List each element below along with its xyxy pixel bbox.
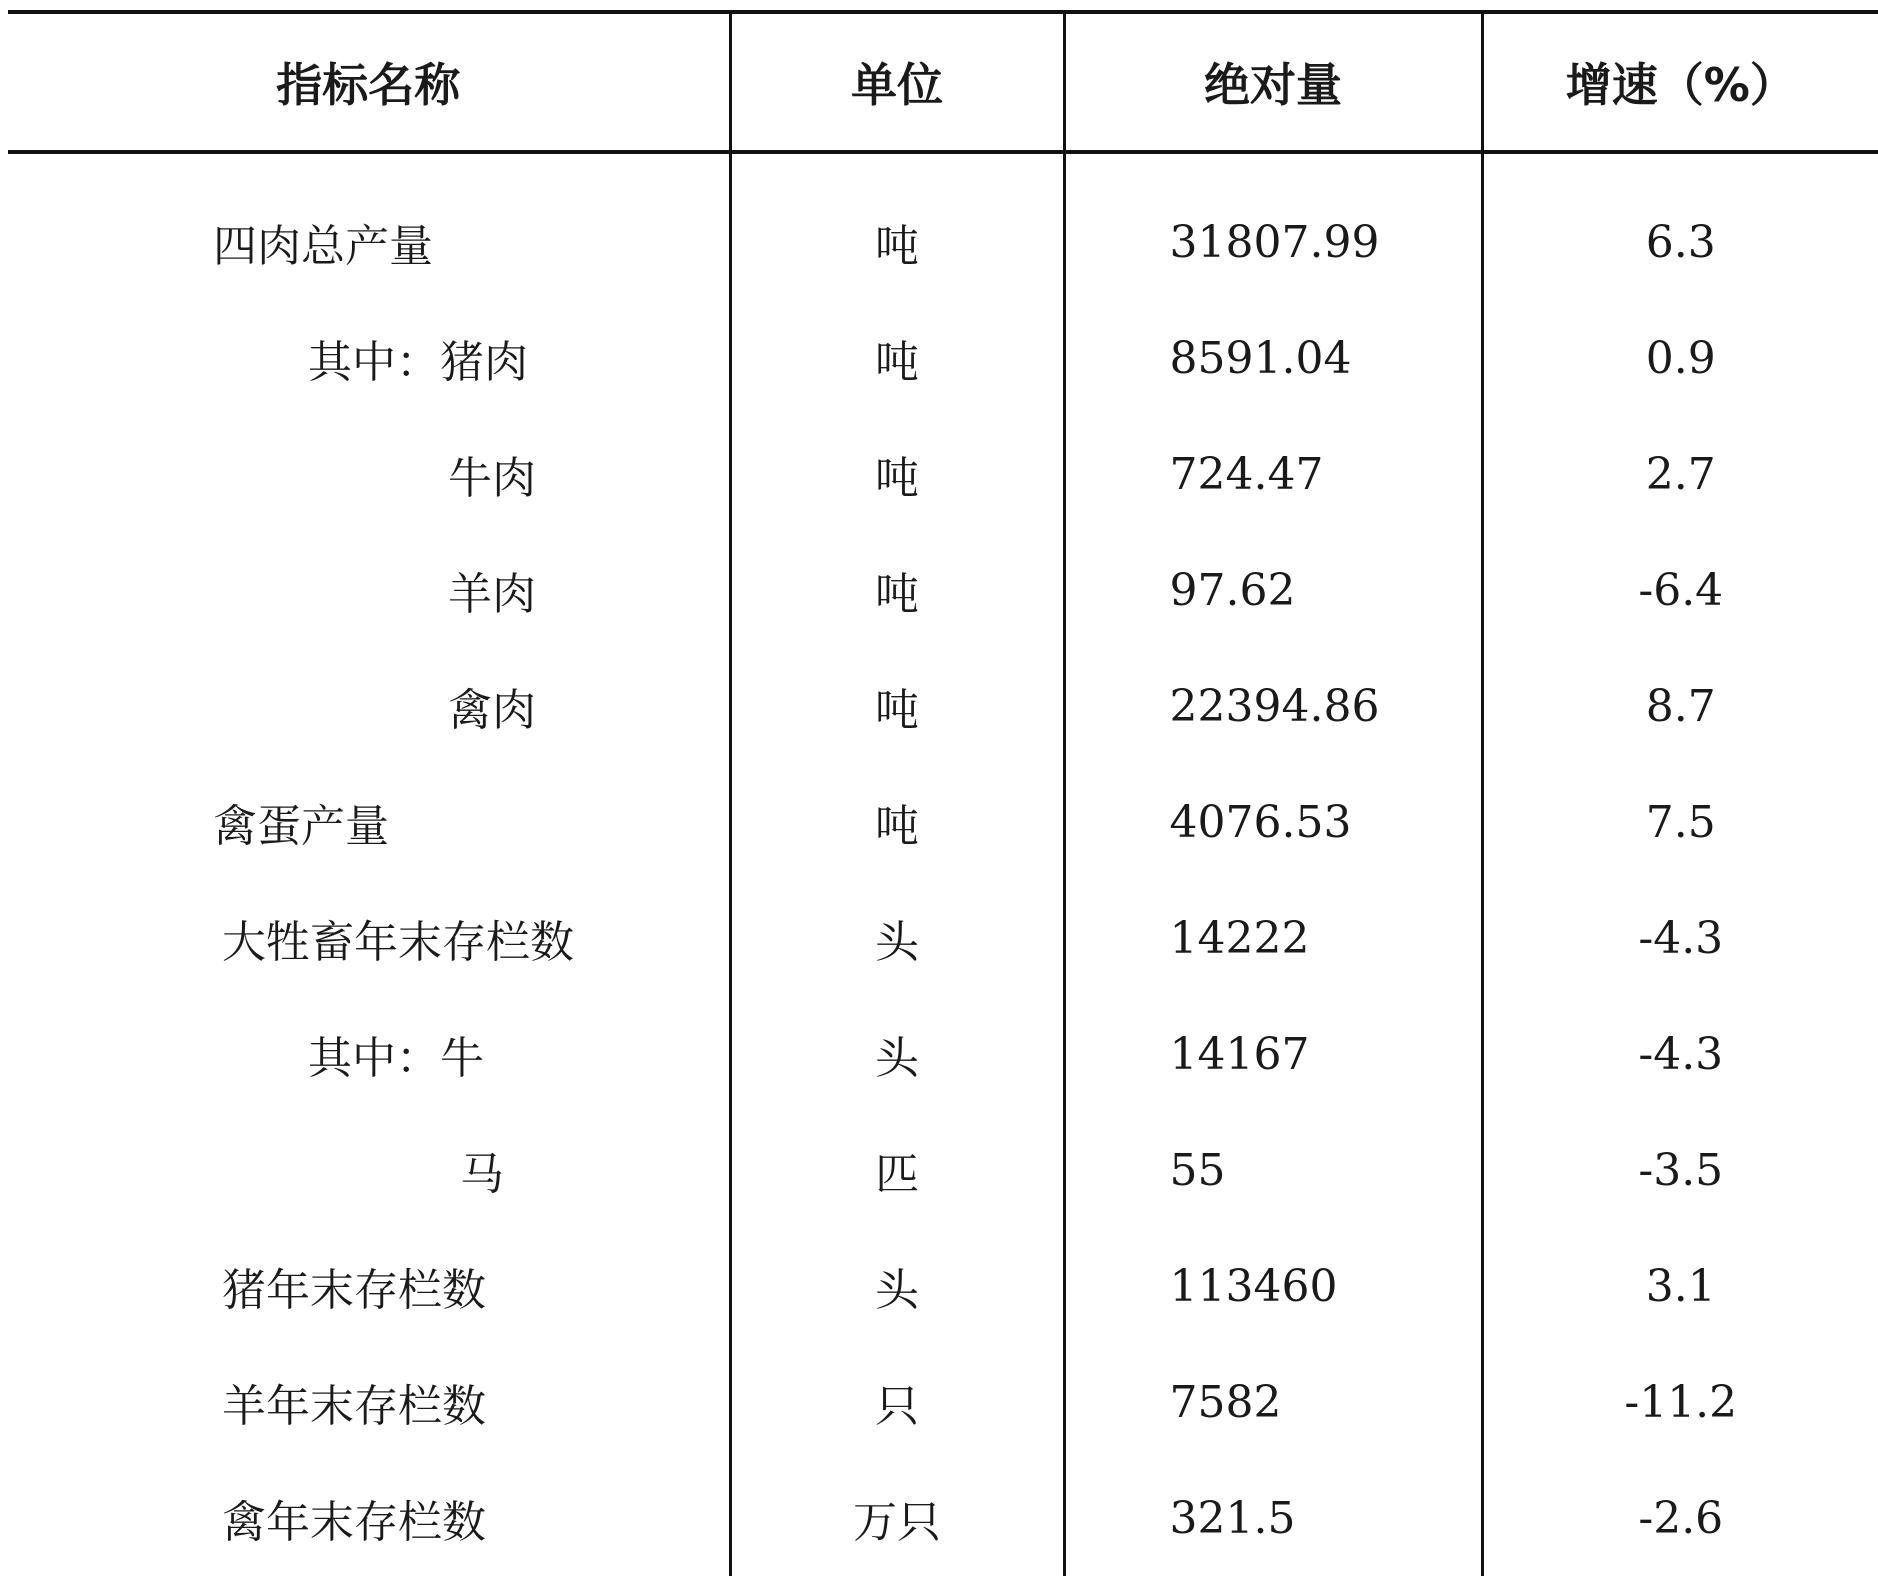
row-name: 猪年末存栏数 (222, 1265, 486, 1316)
table-spacer-row (8, 152, 1878, 184)
row-absolute: 14167 (1064, 996, 1482, 1112)
table-row (8, 416, 1878, 532)
row-unit: 头 (730, 1228, 1064, 1344)
row-growth: -4.3 (1482, 880, 1878, 996)
row-name: 羊年末存栏数 (222, 1381, 486, 1432)
row-unit: 吨 (730, 648, 1064, 764)
table-row (8, 1460, 1878, 1576)
row-growth: 8.7 (1482, 648, 1878, 764)
row-growth: 7.5 (1482, 764, 1878, 880)
table-row (8, 764, 1878, 880)
row-absolute: 55 (1064, 1112, 1482, 1228)
row-growth: -6.4 (1482, 532, 1878, 648)
row-unit: 头 (730, 880, 1064, 996)
row-unit: 吨 (730, 532, 1064, 648)
table-row (8, 1112, 1878, 1228)
row-growth: 3.1 (1482, 1228, 1878, 1344)
table-row (8, 996, 1878, 1112)
row-unit: 只 (730, 1344, 1064, 1460)
row-name: 禽年末存栏数 (222, 1497, 486, 1548)
row-unit: 匹 (730, 1112, 1064, 1228)
header-growth-rate: 增速（%） (1482, 12, 1878, 152)
row-name: 禽蛋产量 (213, 801, 389, 852)
header-unit: 单位 (730, 12, 1064, 152)
table-row (8, 1228, 1878, 1344)
row-name: 禽肉 (448, 685, 536, 736)
row-unit: 头 (730, 996, 1064, 1112)
row-absolute: 724.47 (1064, 416, 1482, 532)
row-name: 牛肉 (448, 453, 536, 504)
row-name: 羊肉 (448, 569, 536, 620)
row-absolute: 14222 (1064, 880, 1482, 996)
row-name: 大牲畜年末存栏数 (222, 917, 574, 968)
row-unit: 吨 (730, 416, 1064, 532)
row-name: 四肉总产量 (213, 221, 433, 272)
livestock-statistics-table (8, 10, 1878, 1576)
row-growth: 6.3 (1482, 184, 1878, 300)
table-row (8, 648, 1878, 764)
row-name: 其中：牛 (308, 1033, 484, 1084)
table-row (8, 1344, 1878, 1460)
table-row (8, 300, 1878, 416)
row-unit: 吨 (730, 764, 1064, 880)
row-absolute: 113460 (1064, 1228, 1482, 1344)
row-absolute: 97.62 (1064, 532, 1482, 648)
row-absolute: 321.5 (1064, 1460, 1482, 1576)
row-unit: 吨 (730, 300, 1064, 416)
header-absolute-value: 绝对量 (1064, 12, 1482, 152)
row-absolute: 22394.86 (1064, 648, 1482, 764)
row-growth: -11.2 (1482, 1344, 1878, 1460)
row-growth: -4.3 (1482, 996, 1878, 1112)
row-absolute: 8591.04 (1064, 300, 1482, 416)
row-growth: -3.5 (1482, 1112, 1878, 1228)
table-row (8, 880, 1878, 996)
row-growth: 2.7 (1482, 416, 1878, 532)
row-name: 其中：猪肉 (308, 337, 528, 388)
row-absolute: 7582 (1064, 1344, 1482, 1460)
table-row (8, 184, 1878, 300)
table-row (8, 532, 1878, 648)
header-row (8, 12, 1878, 152)
row-absolute: 4076.53 (1064, 764, 1482, 880)
row-growth: 0.9 (1482, 300, 1878, 416)
header-indicator-name: 指标名称 (8, 12, 730, 152)
row-name: 马 (460, 1149, 504, 1200)
row-unit: 万只 (730, 1460, 1064, 1576)
row-absolute: 31807.99 (1064, 184, 1482, 300)
row-growth: -2.6 (1482, 1460, 1878, 1576)
row-unit: 吨 (730, 184, 1064, 300)
